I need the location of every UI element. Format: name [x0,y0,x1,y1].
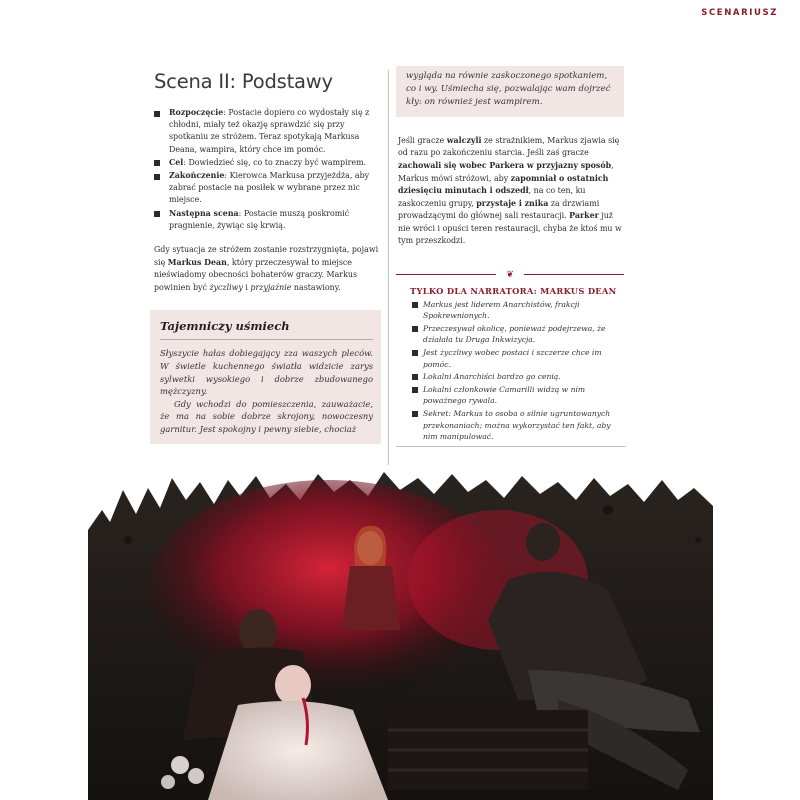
scene-title: Scena II: Podstawy [154,70,333,93]
divider-line [524,274,624,275]
list-item: Rozpoczęcie: Postacie dopiero co wydostały się z chłodni, miały też okazję sprawdzić się przy spotkaniu ze stróżem. Teraz spotykają Markusa Deana, wampira, który chce im pomóc. [153,107,381,156]
read-aloud-box [150,310,381,443]
flower [161,775,175,789]
list-item: Przeczesywał okolicę, ponieważ podejrzewa, że działała tu Druga Inkwizycja. [398,323,624,346]
splatter [695,537,701,543]
flower [171,756,189,774]
left-column [153,70,381,444]
narrator-sidebar [398,286,624,447]
box-divider [160,339,373,340]
bullet-square-icon [412,374,418,380]
ornament-divider [396,270,624,280]
section-header: SCENARIUSZ [701,8,778,18]
list-item: Lokalni członkowie Camarilli widzą w nim poważnego rywala. [398,384,624,407]
scene-summary-list [153,107,381,232]
bullet-square-icon [412,302,418,308]
flower [188,768,204,784]
right-column [396,68,624,447]
box-text: Słyszycie hałas dobiegający zza waszych pleców. W świetle kuchennego światła widzicie zarys sylwetki wysokiego i dobrze zbudowanego mężczyzny. Gdy wchodzi do pomieszczenia, zauważacie, że ma na sobie dobrze skrojony, nowoczesny garnitur. Jest spokojny i pewny siebie, chociaż [160,348,373,434]
box-text: wygląda na równie zaskoczonego spotkaniem, co i wy. Uśmiecha się, pozwalając wam dojrzeć kły: on również jest wampirem. [406,71,611,107]
bullet-square-icon [412,411,418,417]
sidebar-bottom-rule [396,446,626,447]
list-item: Lokalni Anarchiści bardzo go cenią. [398,371,624,382]
list-item: Jest życzliwy wobec postaci i szczerze chce im pomóc. [398,347,624,370]
column-divider [388,70,389,465]
divider-line [396,274,496,275]
splatter [124,536,132,544]
bullet-square-icon [412,387,418,393]
bullet-square-icon [154,160,160,166]
bullet-square-icon [412,350,418,356]
narrator-title: TYLKO DLA NARRATORA: MARKUS DEAN [410,286,617,297]
figure-body [342,566,400,630]
box-title: Tajemniczy uśmiech [160,319,290,334]
bullet-square-icon [154,211,160,217]
splatter [603,505,613,515]
list-item: Markus jest liderem Anarchistów, frakcji Spokrewnionych. [398,299,624,322]
narrator-list [398,299,624,442]
bullet-square-icon [154,111,160,117]
read-aloud-box-continued [396,66,624,117]
vampire-illustration [88,470,713,800]
bullet-square-icon [412,326,418,332]
bullet-square-icon [154,174,160,180]
list-item: Zakończenie: Kierowca Markusa przyjeżdża, aby zabrać postacie na posiłek w wybrane przez nic miejsce. [153,170,381,207]
intro-paragraph: Gdy sytuacja ze stróżem zostanie rozstrzygnięta, pojawi się Markus Dean, który przeczesywał to miejsce nieświadomy obecności bohaterów graczy. Markus powinien być życzliwy i przyjaźnie nastawiony. [154,245,379,292]
list-item: Następna scena: Postacie muszą poskromić pragnienie, żywiąc się krwią. [153,208,381,232]
figure-head [275,665,311,705]
list-item: Cel: Dowiedzieć się, co to znaczy być wampirem. [153,157,381,169]
figure-head [526,523,560,561]
body-paragraph: Jeśli gracze walczyli ze strażnikiem, Markus zjawia się od razu po zakończeniu starcia. Jeśli zaś gracze zachowali się wobec Parkera w przyjazny sposób, Markus mówi stróżowi, aby zapomniał o ostatnich dziesięciu minutach i odszedł, na co ten, ku zaskoczeniu grupy, przystaje i znika za drzwiami prowadzącymi do głównej sali restauracji. Parker już nie wróci i opuści teren restauracji, chyba że ktoś mu w tym przeszkodzi. [398,135,622,246]
ornament-icon: ❦ [506,270,514,281]
list-item: Sekret: Markus to osoba o silnie ugruntowanych przekonaniach; można wykorzystać ten fakt, aby nim manipulować. [398,408,624,442]
